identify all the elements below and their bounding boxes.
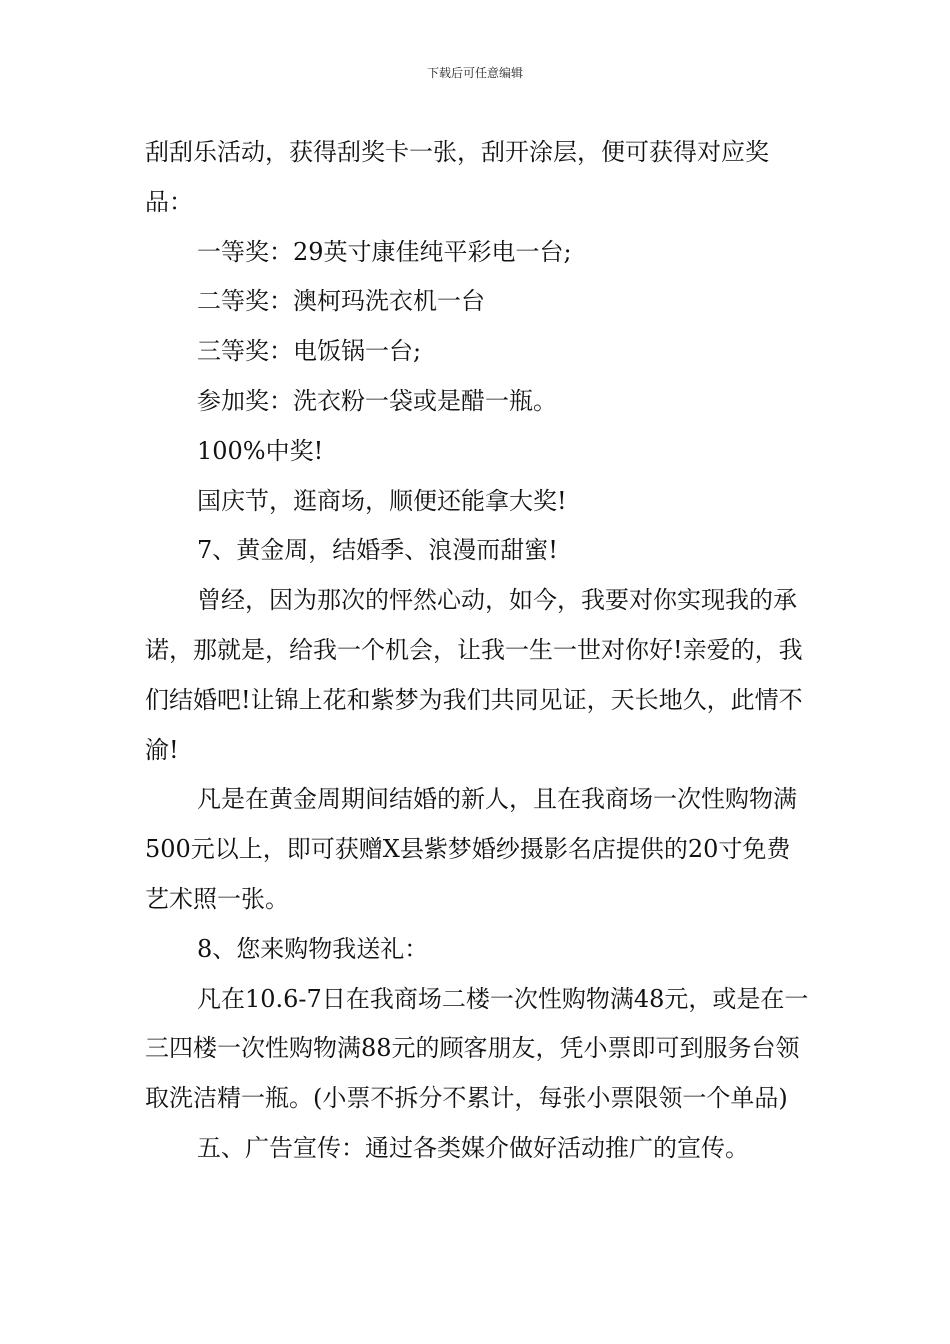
paragraph-wedding-gift: 凡是在黄金周期间结婚的新人，且在我商场一次性购物满500元以上，即可获赠X县紫梦婚纱摄影名店提供的20寸免费艺术照一张。 [145, 785, 797, 913]
paragraph-participation-prize: 参加奖：洗衣粉一袋或是醋一瓶。 [197, 386, 557, 415]
paragraph-third-prize: 三等奖：电饭锅一台; [197, 337, 422, 366]
page-header-note: 下载后可任意编辑 [426, 66, 523, 80]
paragraph-first-prize: 一等奖：29英寸康佳纯平彩电一台; [197, 237, 572, 266]
paragraph-shopping-gift-details: 凡在10.6-7日在我商场二楼一次性购物满48元，或是在一三四楼一次性购物满88元的顾客朋友，凭小票即可到服务台领取洗洁精一瓶。(小票不拆分不累计，每张小票限领一个单品) [145, 984, 809, 1113]
paragraph-scratch-card: 刮刮乐活动，获得刮奖卡一张，刮开涂层，便可获得对应奖品： [145, 138, 769, 216]
section-heading-advertising: 五、广告宣传：通过各类媒介做好活动推广的宣传。 [197, 1133, 749, 1162]
paragraph-national-day: 国庆节，逛商场，顺便还能拿大奖! [197, 486, 567, 515]
paragraph-wedding-promise: 曾经，因为那次的怦然心动，如今，我要对你实现我的承诺，那就是，给我一个机会，让我一生一世对你好!亲爱的，我们结婚吧!让锦上花和紫梦为我们共同见证，天长地久，此情不渝! [145, 586, 803, 764]
section-heading-shopping-gift: 8、您来购物我送礼： [197, 934, 429, 963]
paragraph-second-prize: 二等奖：澳柯玛洗衣机一台 [197, 287, 485, 316]
section-heading-golden-week: 7、黄金周，结婚季、浪漫而甜蜜! [197, 536, 558, 565]
document-body [145, 128, 809, 1174]
paragraph-hundred-percent: 100%中奖! [197, 436, 324, 465]
